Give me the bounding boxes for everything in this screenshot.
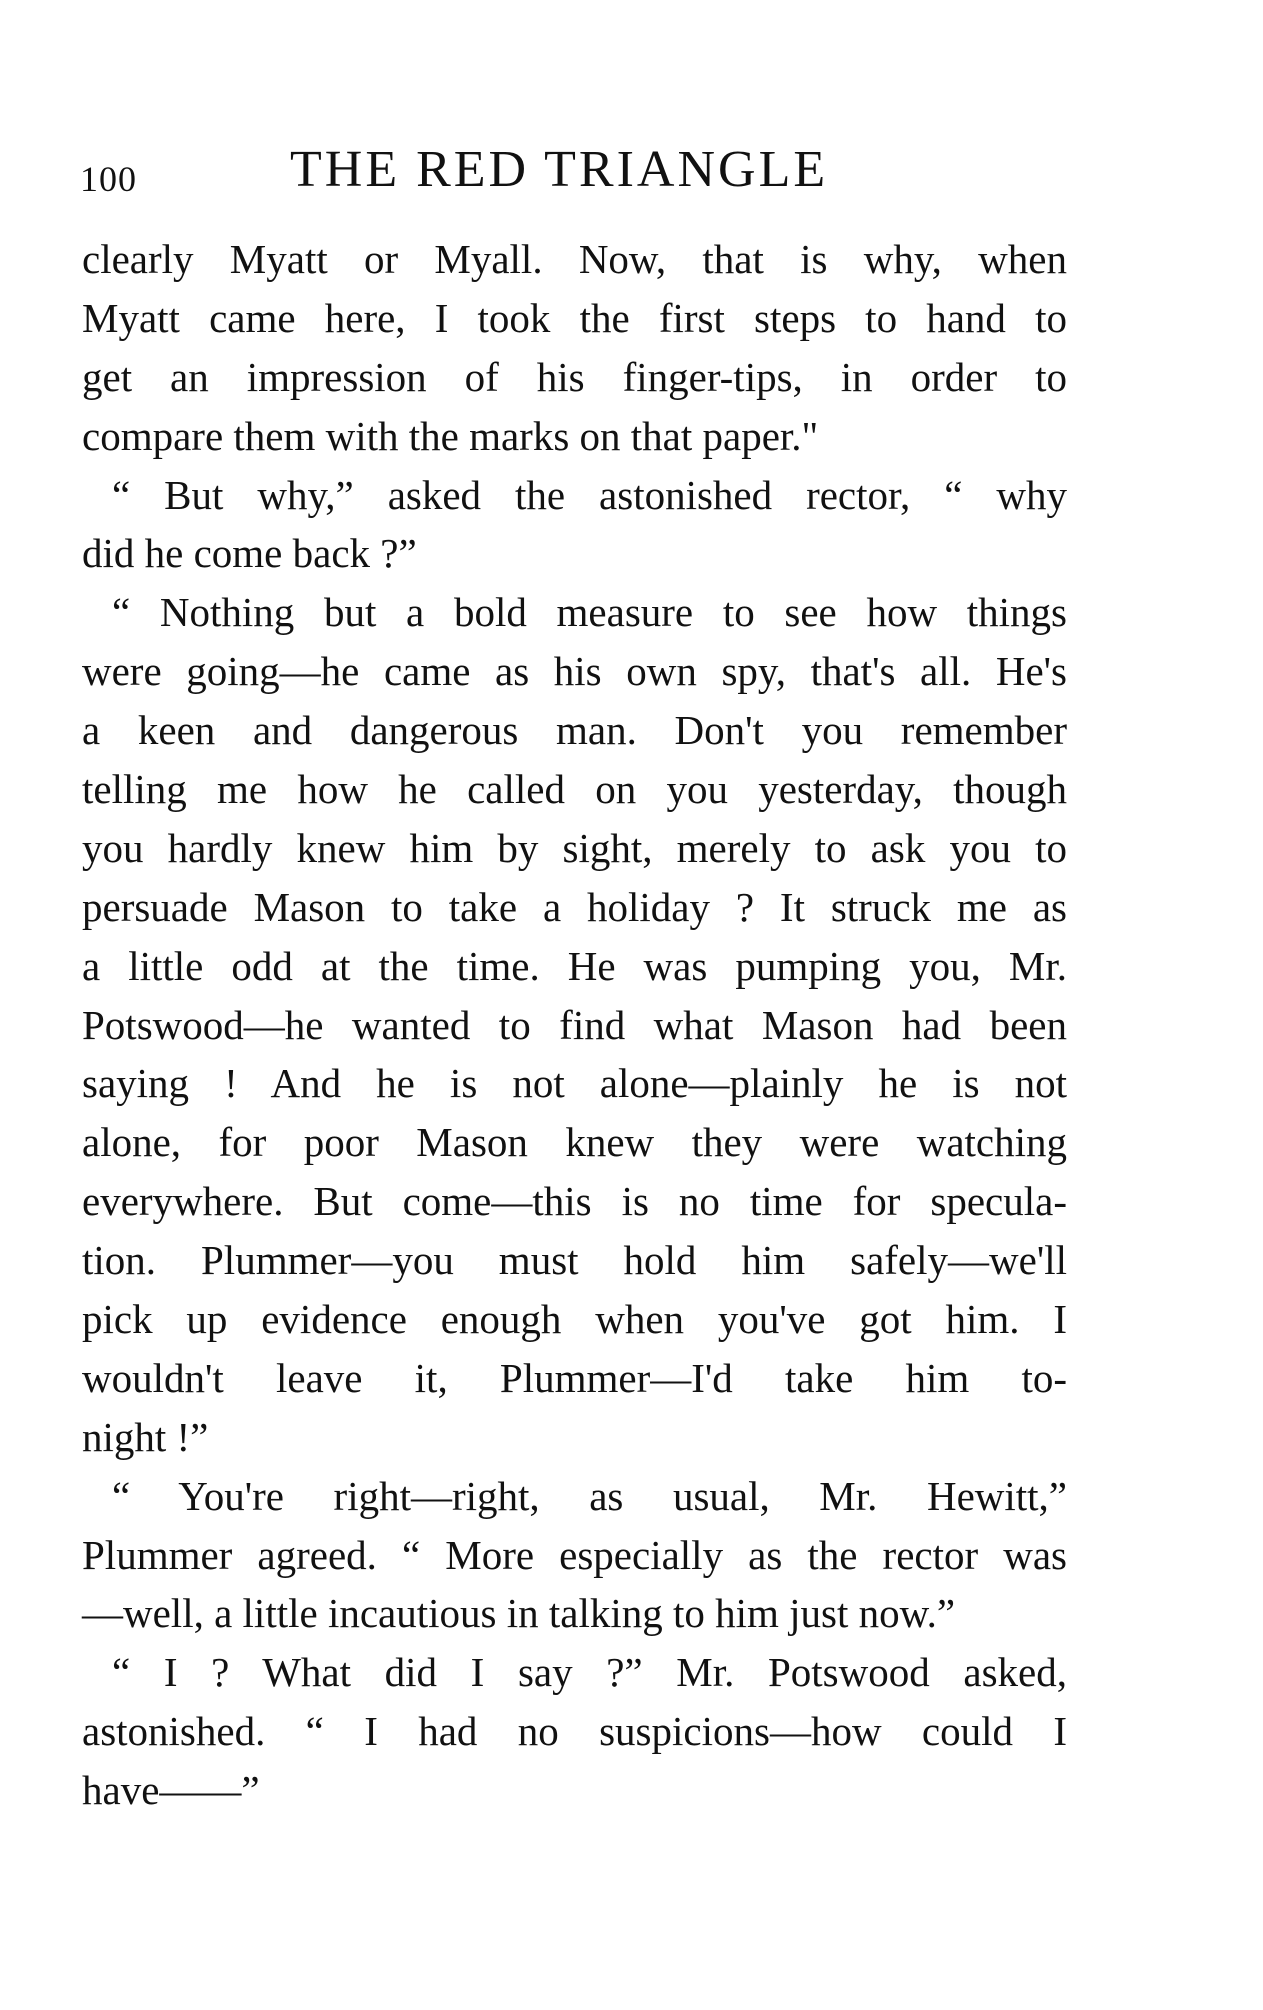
- text-line: telling me how he called on you yesterday, though: [82, 766, 1067, 813]
- text-line: get an impression of his finger-tips, in order to: [82, 353, 1067, 400]
- text-line: Plummer agreed. “ More especially as the rector was: [82, 1531, 1067, 1578]
- text-line: persuade Mason to take a holiday ? It struck me as: [82, 883, 1067, 930]
- text-line: you hardly knew him by sight, merely to ask you to: [82, 824, 1067, 871]
- text-line: —well, a little incautious in talking to him just now.”: [82, 1590, 956, 1637]
- text-line: a little odd at the time. He was pumping you, Mr.: [82, 942, 1067, 989]
- body-text: [82, 230, 1067, 1820]
- text-line: Myatt came here, I took the first steps to hand to: [82, 294, 1067, 341]
- page-number: 100: [80, 159, 137, 199]
- text-line: saying ! And he is not alone—plainly he is not: [82, 1060, 1067, 1107]
- text-line: Potswood—he wanted to find what Mason had been: [82, 1001, 1067, 1048]
- text-line: “ I ? What did I say ?” Mr. Potswood asked,: [112, 1649, 1067, 1696]
- text-line: pick up evidence enough when you've got him. I: [82, 1296, 1067, 1343]
- text-line: have——”: [82, 1767, 260, 1814]
- running-head: [80, 140, 1080, 200]
- text-line: alone, for poor Mason knew they were watching: [82, 1119, 1067, 1166]
- text-line: clearly Myatt or Myall. Now, that is why, when: [82, 236, 1067, 282]
- text-line: “ You're right—right, as usual, Mr. Hewitt,”: [112, 1472, 1067, 1519]
- text-line: everywhere. But come—this is no time for specula-: [82, 1178, 1067, 1225]
- text-line: tion. Plummer—you must hold him safely—we'll: [82, 1237, 1067, 1284]
- text-line: a keen and dangerous man. Don't you remember: [82, 707, 1067, 754]
- text-line: compare them with the marks on that paper.": [82, 412, 819, 459]
- text-line: were going—he came as his own spy, that's all. He's: [82, 648, 1067, 695]
- text-line: did he come back ?”: [82, 530, 417, 577]
- running-title: THE RED TRIANGLE: [290, 141, 829, 198]
- text-line: “ Nothing but a bold measure to see how things: [112, 589, 1067, 636]
- text-line: night !”: [82, 1413, 209, 1460]
- text-line: wouldn't leave it, Plummer—I'd take him to-: [82, 1354, 1067, 1401]
- text-line: “ But why,” asked the astonished rector, “ why: [112, 471, 1067, 518]
- text-line: astonished. “ I had no suspicions—how could I: [82, 1708, 1067, 1755]
